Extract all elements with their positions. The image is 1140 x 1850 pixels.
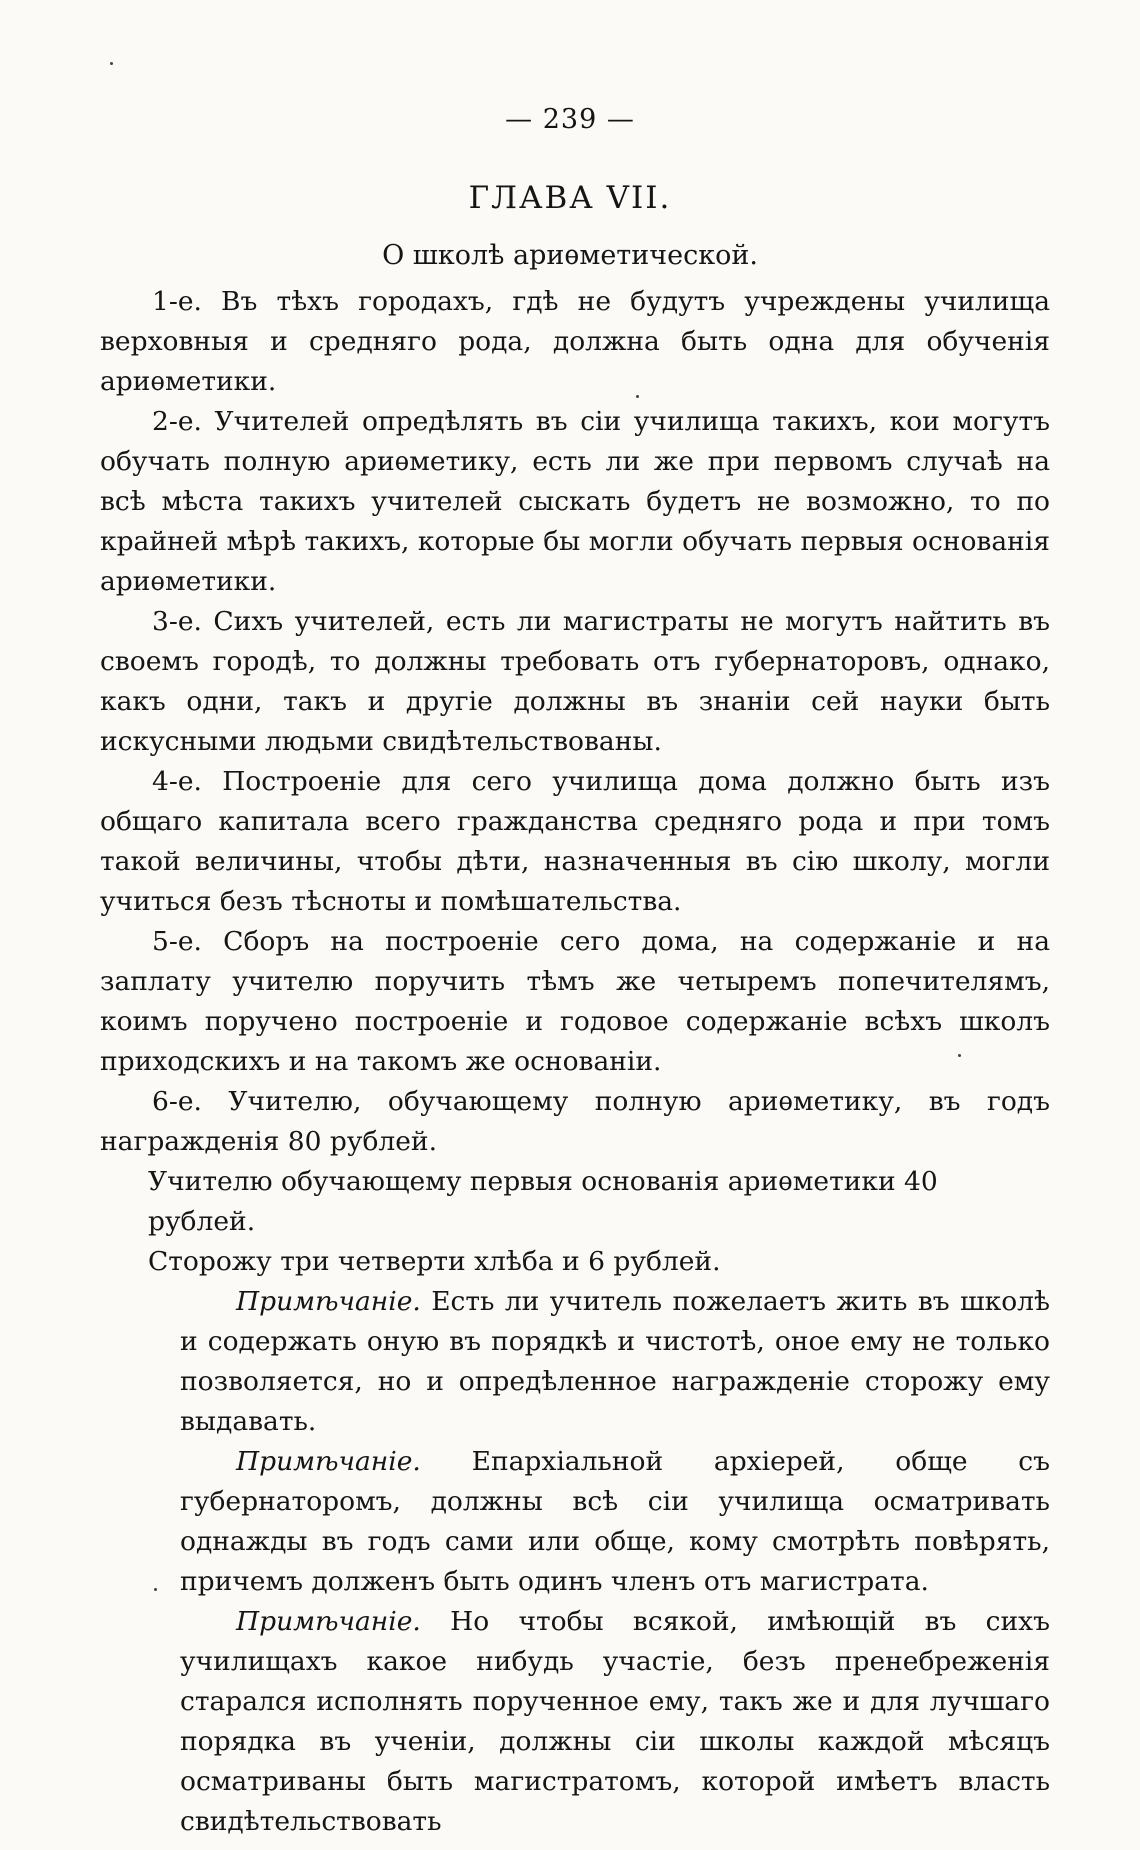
note-1-label: Примѣчаніе. xyxy=(236,1286,421,1317)
note-3 xyxy=(180,1602,1050,1842)
paragraph-2: 2-е. Учителей опредѣлять въ сіи училища такихъ, кои могутъ обучать полную ариѳметику, есть ли же при первомъ случаѣ на всѣ мѣста такихъ учителей сыскать будетъ не возможно, то по крайней мѣрѣ такихъ, которые бы могли обучать первыя основанія ариѳметики. xyxy=(100,406,1050,597)
note-3-text: Но чтобы всякой, имѣющій въ сихъ училищахъ какое нибудь участіе, безъ пренебреженія старался исполнять порученное ему, такъ же и для лучшаго порядка въ ученіи, должны сіи школы каждой мѣсяцъ осматриваны быть магистратомъ, которой имѣетъ власть свидѣтельствовать xyxy=(180,1606,1050,1837)
note-3-label: Примѣчаніе. xyxy=(236,1606,421,1637)
note-2 xyxy=(180,1442,1050,1602)
print-speck xyxy=(636,395,639,398)
paragraph-6: 6-е. Учителю, обучающему полную ариѳметику, въ годъ награжденія 80 рублей. xyxy=(100,1086,1050,1157)
paragraph-1: 1-е. Въ тѣхъ городахъ, гдѣ не будутъ учреждены училища верховныя и средняго рода, должна быть одна для обученія ариѳметики. xyxy=(100,286,1050,397)
chapter-subtitle: О школѣ ариѳметической. xyxy=(382,240,758,271)
salary-line-teacher: Учителю обучающему первыя основанія ариѳметики 40 рублей. xyxy=(148,1166,938,1237)
note-1 xyxy=(180,1282,1050,1442)
paragraph-3: 3-е. Сихъ учителей, есть ли магистраты не могутъ найтить въ своемъ городѣ, то должны требовать отъ губернаторовъ, однако, какъ одни, такъ и другіе должны въ знаніи сей науки быть искусными людьми свидѣтельствованы. xyxy=(100,606,1050,757)
print-speck xyxy=(154,1588,157,1591)
salary-line-watchman: Сторожу три четверти хлѣба и 6 рублей. xyxy=(148,1246,721,1277)
print-speck xyxy=(110,62,113,65)
note-2-text: Епархіальной архіерей, обще съ губернаторомъ, должны всѣ сіи училища осматривать однажды въ годъ сами или обще, кому смотрѣть повѣрять, причемъ долженъ быть одинъ членъ отъ магистрата. xyxy=(180,1446,1050,1597)
note-1-text: Есть ли учитель пожелаетъ жить въ школѣ и содержать оную въ порядкѣ и чистотѣ, оное ему не только позволяется, но и опредѣленное награжденіе сторожу ему выдавать. xyxy=(180,1286,1050,1437)
paragraph-5: 5-е. Сборъ на построеніе сего дома, на содержаніе и на заплату учителю поручить тѣмъ же четыремъ попечителямъ, коимъ поручено построеніе и годовое содержаніе всѣхъ школъ приходскихъ и на такомъ же основаніи. xyxy=(100,926,1050,1077)
chapter-title: ГЛАВА VII. xyxy=(468,180,672,216)
note-2-label: Примѣчаніе. xyxy=(236,1446,421,1477)
page-number: — 239 — xyxy=(505,104,635,135)
chapter-body xyxy=(100,282,1050,1842)
paragraph-4: 4-е. Построеніе для сего училища дома должно быть изъ общаго капитала всего гражданства средняго рода и при томъ такой величины, чтобы дѣти, назначенныя въ сію школу, могли учиться безъ тѣсноты и помѣшательства. xyxy=(100,766,1050,917)
print-speck xyxy=(958,1054,961,1057)
